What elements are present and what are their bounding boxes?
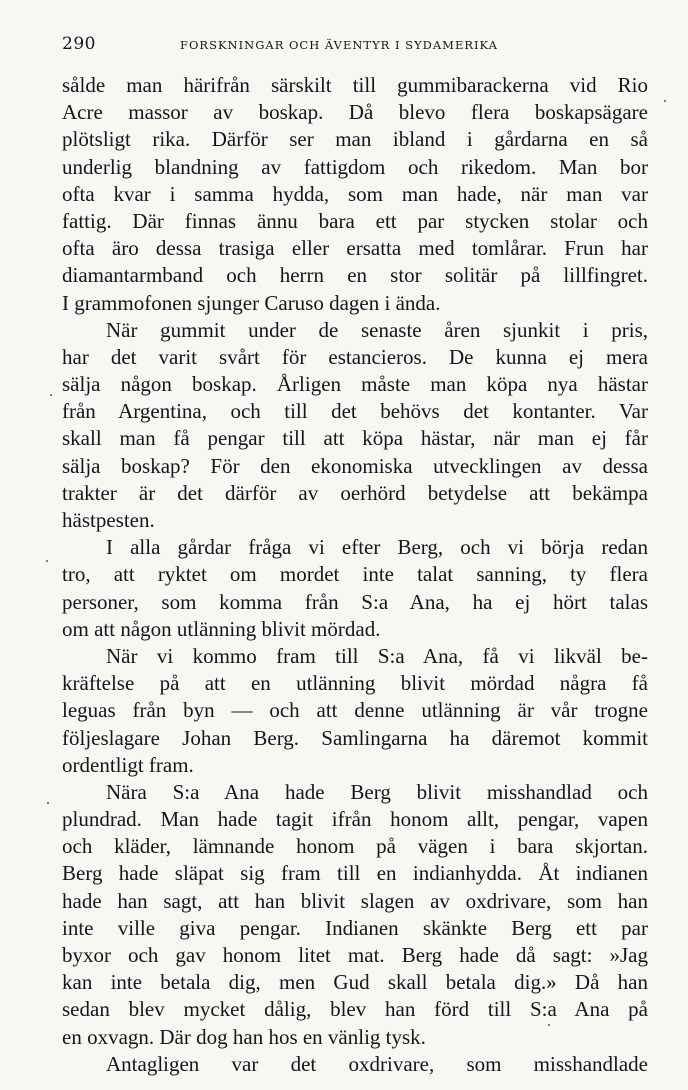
text-line: ordentligt fram. (62, 752, 194, 777)
text-line: byxor och gav honom litet mat. Berg hade då sagt: »Jag (62, 943, 648, 967)
text-line: hästpesten. (62, 508, 155, 532)
paper-speck (548, 1024, 550, 1026)
text-line: Antagligen var det oxdrivare, som misshandlade (106, 1051, 648, 1076)
text-line: sålde man härifrån särskilt till gummibarackerna vid Rio (62, 73, 648, 97)
text-line: en oxvagn. Där dog han hos en vänlig tysk. (62, 1024, 426, 1049)
text-line: plundrad. Man hade tagit ifrån honom allt, pengar, vapen (62, 807, 648, 832)
paper-speck (50, 394, 52, 396)
text-line: om att någon utlänning blivit mördad. (62, 616, 381, 641)
text-line: hade han sagt, att han blivit slagen av oxdrivare, som han (62, 888, 648, 913)
text-line: I grammofonen sjunger Caruso dagen i ända. (62, 290, 441, 315)
text-line: inte ville giva pengar. Indianen skänkte Berg ett par (62, 915, 648, 940)
text-line: har det varit svårt för estancieros. De kunna ej mera (62, 344, 648, 369)
text-line: underlig blandning av fattigdom och rikedom. Man bor (62, 154, 648, 179)
text-line: ofta äro dessa trasiga eller ersatta med tomlårar. Frun har (62, 236, 648, 261)
text-line: I alla gårdar fråga vi efter Berg, och vi börja redan (106, 535, 648, 560)
text-line: personer, som komma från S:a Ana, ha ej hört talas (62, 589, 648, 614)
text-line: fattig. Där finnas ännu bara ett par stycken stolar och (62, 208, 648, 233)
text-line: När gummit under de senaste åren sjunkit i pris, (106, 317, 648, 342)
page-number: 290 (62, 34, 96, 54)
text-line: följeslagare Johan Berg. Samlingarna ha däremot kommit (62, 725, 648, 750)
text-line: från Argentina, och till det behövs det kontanter. Var (62, 399, 648, 424)
running-title: FORSKNINGAR OCH ÄVENTYR I SYDAMERIKA (180, 38, 498, 52)
text-line: När vi kommo fram till S:a Ana, få vi likväl be- (106, 643, 648, 668)
text-line: Nära S:a Ana hade Berg blivit misshandlad och (106, 779, 648, 804)
text-line: trakter är det därför av oerhörd betydelse att bekämpa (62, 480, 648, 505)
page-header (62, 34, 648, 58)
text-line: sedan blev mycket dålig, blev han förd till S:a Ana på (62, 997, 648, 1022)
text-line: sälja boskap? För den ekonomiska utvecklingen av dessa (62, 453, 648, 478)
paper-speck (47, 802, 49, 804)
paper-speck (46, 560, 48, 562)
text-line: och kläder, lämnande honom på vägen i bara skjortan. (62, 834, 648, 859)
paper-speck (664, 100, 666, 102)
text-line: leguas från byn — och att denne utlänning är vår trogne (62, 698, 648, 723)
text-line: Berg hade släpat sig fram till en indianhydda. Åt indianen (62, 861, 648, 886)
text-line: kan inte betala dig, men Gud skall betala dig.» Då han (62, 970, 648, 995)
text-line: diamantarmband och herrn en stor solitär på lillfingret. (62, 263, 648, 288)
text-line: sälja någon boskap. Årligen måste man köpa nya hästar (62, 372, 648, 397)
body-text (62, 72, 648, 1078)
text-line: skall man få pengar till att köpa hästar, när man ej får (62, 426, 648, 451)
text-line: plötsligt rika. Därför ser man ibland i gårdarna en så (62, 127, 648, 152)
text-line: ofta kvar i samma hydda, som man hade, när man var (62, 181, 648, 206)
text-line: tro, att ryktet om mordet inte talat sanning, ty flera (62, 562, 648, 587)
text-line: kräftelse på att en utlänning blivit mördad några få (62, 671, 648, 696)
text-line: Acre massor av boskap. Då blevo flera boskapsägare (62, 100, 648, 125)
